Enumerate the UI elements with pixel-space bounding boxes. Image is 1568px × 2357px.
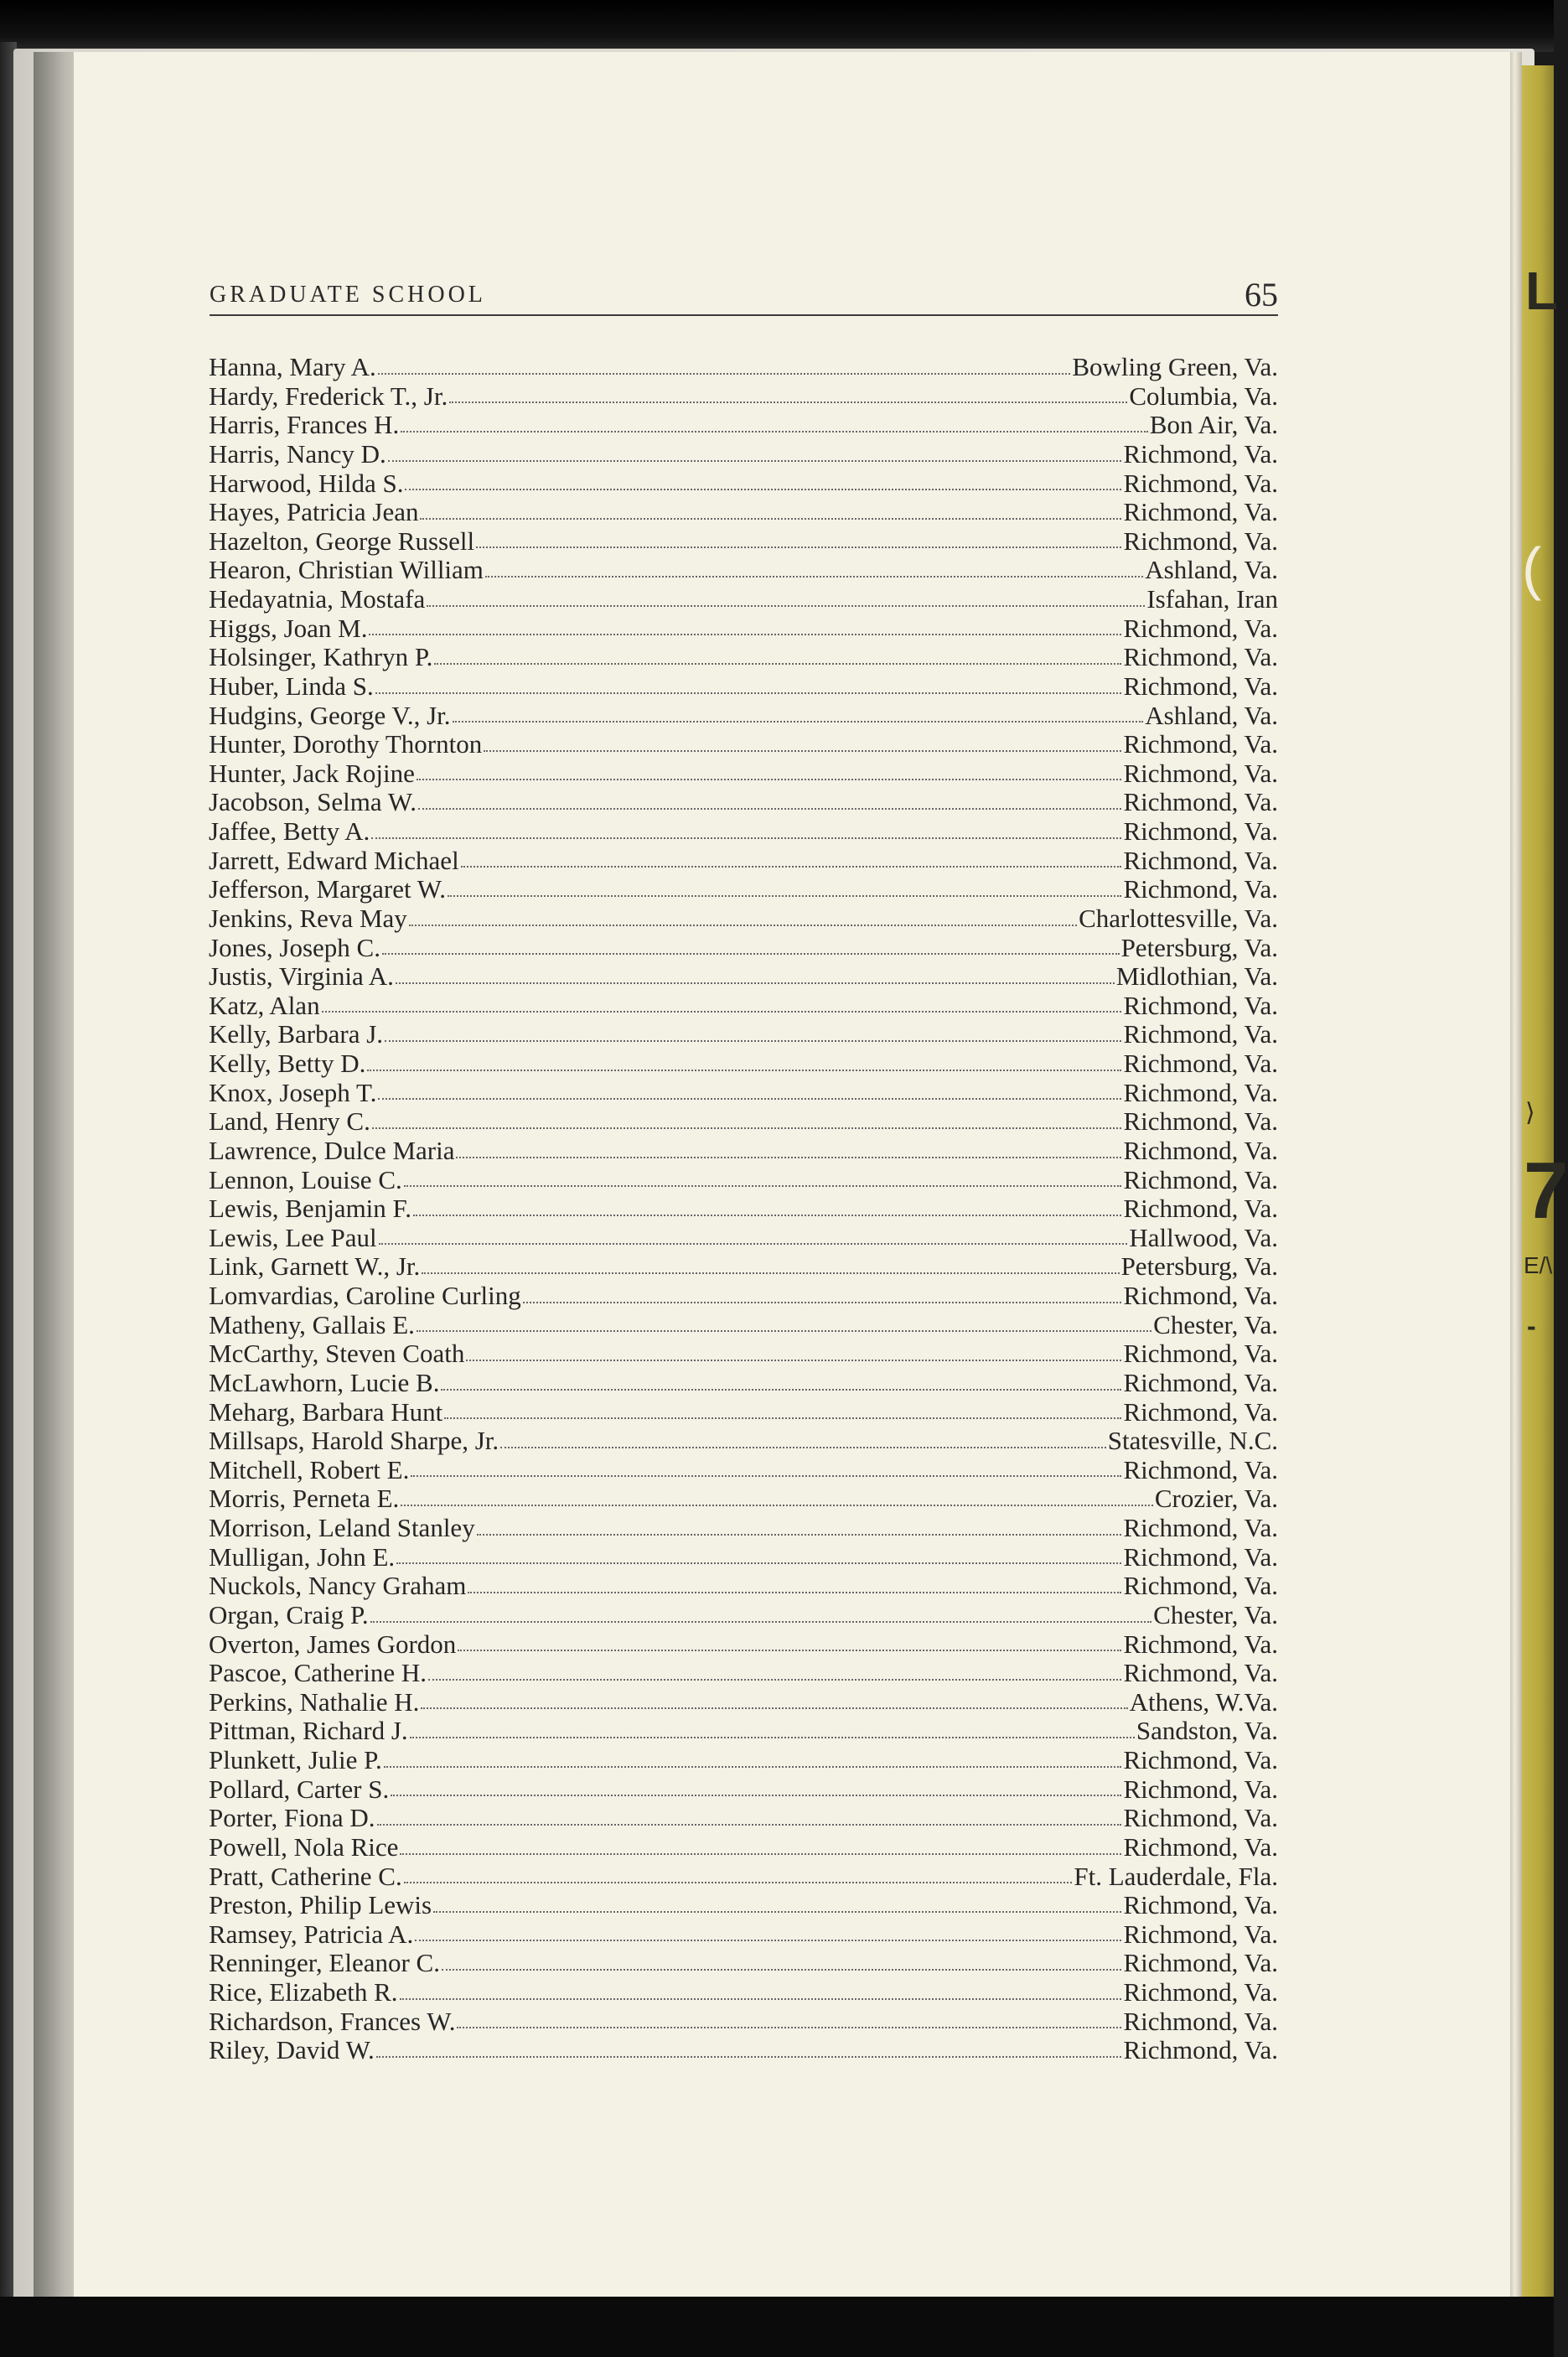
dot-leader [411,1475,1121,1477]
directory-entry [209,1774,1278,1804]
dot-leader [422,1272,1119,1274]
entry-place: Richmond, Va. [1123,1367,1278,1397]
dot-leader [477,1534,1122,1536]
running-header [210,275,1278,317]
entry-place: Richmond, Va. [1123,1135,1278,1165]
directory-entry [209,410,1278,439]
directory-entry [209,1106,1278,1136]
dot-leader [379,1243,1128,1245]
adjacent-page-fragment: ⟩ [1525,1099,1535,1127]
dot-leader [410,1737,1135,1738]
dot-leader [476,547,1121,548]
adjacent-page-fragment: ( [1522,536,1542,601]
entry-name: Lawrence, Dulce Maria [209,1135,455,1165]
dot-leader [433,1911,1121,1913]
entry-place: Chester, Va. [1153,1599,1278,1629]
entry-place: Ft. Lauderdale, Fla. [1074,1861,1278,1891]
entry-place: Richmond, Va. [1123,1919,1278,1949]
directory-entry [209,1165,1278,1194]
directory-entry [209,1136,1278,1165]
entry-place: Richmond, Va. [1123,787,1278,817]
dot-leader [449,401,1127,403]
dot-leader [457,2027,1121,2028]
entry-place: Statesville, N.C. [1107,1426,1278,1456]
entry-name: Knox, Joseph T. [209,1077,377,1107]
entry-place: Athens, W.Va. [1129,1686,1278,1717]
directory-entry [209,846,1278,875]
adjacent-page-fragment: - [1527,1311,1536,1341]
entry-place: Richmond, Va. [1123,845,1278,875]
entry-name: Lewis, Lee Paul [209,1222,377,1252]
entry-name: Perkins, Nathalie H. [209,1686,420,1717]
entry-name: Morrison, Leland Stanley [209,1513,475,1542]
entry-place: Richmond, Va. [1123,468,1278,498]
header-rule [210,314,1278,316]
directory-entry [209,1019,1278,1049]
entry-place: Richmond, Va. [1123,874,1278,904]
entry-name: Nuckols, Nancy Graham [209,1571,467,1601]
directory-entry [209,352,1278,381]
entry-place: Crozier, Va. [1154,1484,1278,1514]
dot-leader [404,1882,1073,1883]
entry-name: Porter, Fiona D. [209,1803,375,1833]
directory-entry [209,1078,1278,1107]
entry-place: Richmond, Va. [1123,1339,1278,1369]
directory-entry [209,469,1278,498]
dot-leader [420,518,1121,520]
directory-entry [209,1542,1278,1572]
dot-leader [385,1040,1121,1042]
directory-entry [209,497,1278,526]
section-title: GRADUATE SCHOOL [210,282,486,308]
entry-place: Richmond, Va. [1123,1396,1278,1427]
directory-entry [209,1658,1278,1687]
entry-name: Organ, Craig P. [209,1599,369,1629]
entry-name: Link, Garnett W., Jr. [209,1251,421,1282]
dot-leader [434,663,1121,665]
entry-place: Richmond, Va. [1123,1803,1278,1833]
directory-entry [209,1977,1278,2007]
entry-place: Richmond, Va. [1123,1454,1278,1484]
directory-entry [209,1803,1278,1832]
dot-leader [375,692,1122,694]
entry-place: Bowling Green, Va. [1072,352,1278,381]
directory-entry [209,1948,1278,1977]
entry-place: Ashland, Va. [1145,555,1278,585]
entry-name: Lennon, Louise C. [209,1164,402,1194]
dot-leader [400,1853,1121,1855]
directory-entry [209,1281,1278,1310]
directory-entry [209,1919,1278,1949]
dot-leader [444,1417,1121,1419]
scan-border-bottom [0,2297,1554,2357]
entry-place: Richmond, Va. [1123,613,1278,643]
directory-entry [209,526,1278,556]
entry-place: Richmond, Va. [1123,1049,1278,1078]
directory-entry [209,991,1278,1020]
dot-leader [377,1824,1122,1826]
dot-leader [370,1621,1152,1623]
dot-leader [485,576,1143,578]
dot-leader [448,895,1121,897]
entry-name: Lomvardias, Caroline Curling [209,1281,521,1310]
directory-entry [209,1397,1278,1427]
dot-leader [453,721,1144,723]
entry-name: Hanna, Mary A. [209,352,376,381]
dot-leader [417,779,1122,780]
entry-name: Mulligan, John E. [209,1541,396,1572]
page-edge [1510,52,1522,2297]
entry-place: Columbia, Va. [1129,381,1278,411]
entry-place: Hallwood, Va. [1129,1222,1278,1252]
dot-leader [461,866,1122,868]
entry-name: Jacobson, Selma W. [209,787,417,817]
adjacent-page-fragment: E/\ [1524,1252,1553,1278]
entry-name: Powell, Nola Rice [209,1831,399,1862]
directory-entry [209,787,1278,816]
entry-place: Richmond, Va. [1123,1019,1278,1049]
entry-name: Hunter, Dorothy Thornton [209,729,483,759]
entry-name: Plunkett, Julie P. [209,1745,382,1774]
entry-name: Huber, Linda S. [209,671,374,701]
dot-leader [396,1562,1121,1564]
entry-place: Petersburg, Va. [1120,1251,1278,1282]
entry-name: Higgs, Joan M. [209,613,368,643]
entry-name: Kelly, Barbara J. [209,1019,384,1049]
directory-list [209,352,1278,2064]
entry-name: Justis, Virginia A. [209,961,394,992]
dot-leader [371,837,1121,839]
adjacent-page-strip [1522,65,1568,2297]
dot-leader [442,1969,1121,1971]
entry-name: Riley, David W. [209,2035,375,2065]
directory-entry [209,1426,1278,1455]
entry-name: Holsinger, Kathryn P. [209,642,433,672]
entry-place: Isfahan, Iran [1146,584,1278,614]
dot-leader [369,634,1121,635]
directory-entry [209,555,1278,584]
directory-entry [209,1629,1278,1659]
entry-name: Jones, Joseph C. [209,932,380,962]
entry-name: Lewis, Benjamin F. [209,1194,412,1224]
directory-entry [209,961,1278,991]
directory-entry [209,1687,1278,1717]
entry-name: Pratt, Catherine C. [209,1861,402,1891]
entry-place: Richmond, Va. [1123,990,1278,1020]
entry-place: Richmond, Va. [1123,526,1278,556]
entry-name: Pittman, Richard J. [209,1716,408,1746]
directory-entry [209,1194,1278,1223]
entry-place: Richmond, Va. [1123,2035,1278,2065]
entry-name: Hudgins, George V., Jr. [209,700,451,730]
entry-name: McLawhorn, Lucie B. [209,1367,440,1397]
entry-place: Richmond, Va. [1123,1513,1278,1542]
entry-place: Sandston, Va. [1136,1716,1278,1746]
entry-place: Bon Air, Va. [1149,410,1278,440]
entry-place: Richmond, Va. [1123,438,1278,469]
dot-leader [500,1447,1106,1448]
directory-entry [209,1513,1278,1542]
dot-leader [396,982,1115,984]
entry-place: Richmond, Va. [1123,1281,1278,1310]
directory-entry [209,816,1278,846]
entry-place: Richmond, Va. [1123,1977,1278,2007]
dot-leader [382,953,1120,955]
entry-name: Pollard, Carter S. [209,1774,390,1804]
directory-entry [209,729,1278,759]
directory-entry [209,1251,1278,1281]
entry-place: Richmond, Va. [1123,671,1278,701]
adjacent-page-fragment: L [1525,261,1559,321]
entry-place: Chester, Va. [1153,1309,1278,1339]
entry-name: Land, Henry C. [209,1106,370,1137]
dot-leader [372,1127,1122,1129]
dot-leader [458,1650,1121,1651]
directory-entry [209,584,1278,614]
directory-entry [209,1862,1278,1891]
entry-name: Jenkins, Reva May [209,903,407,933]
dot-leader [378,1098,1121,1100]
dot-leader [376,2056,1122,2058]
entry-place: Richmond, Va. [1123,1831,1278,1862]
entry-place: Richmond, Va. [1123,1571,1278,1601]
adjacent-page-fragment: 7 [1524,1146,1568,1235]
entry-place: Richmond, Va. [1123,1948,1278,1978]
entry-place: Richmond, Va. [1123,758,1278,788]
entry-name: Mitchell, Robert E. [209,1454,410,1484]
entry-place: Charlottesville, Va. [1079,903,1278,933]
entry-name: Rice, Elizabeth R. [209,1977,398,2007]
dot-leader [523,1302,1122,1303]
dot-leader [468,1592,1121,1593]
entry-name: Renninger, Eleanor C. [209,1948,440,1978]
directory-entry [209,1339,1278,1368]
dot-leader [415,1940,1121,1941]
entry-name: Jaffee, Betty A. [209,816,370,846]
directory-entry [209,381,1278,411]
directory-entry [209,1571,1278,1600]
dot-leader [417,1330,1151,1332]
dot-leader [409,925,1077,926]
entry-name: Harwood, Hilda S. [209,468,404,498]
dot-leader [484,750,1121,752]
entry-name: Jefferson, Margaret W. [209,874,446,904]
entry-name: Meharg, Barbara Hunt [209,1396,443,1427]
directory-entry [209,1600,1278,1629]
entry-place: Richmond, Va. [1123,816,1278,846]
dot-leader [404,1185,1122,1187]
dot-leader [401,431,1148,433]
dot-leader [378,373,1071,375]
directory-entry [209,1716,1278,1745]
entry-place: Richmond, Va. [1123,497,1278,527]
directory-entry [209,671,1278,701]
entry-name: Matheny, Gallais E. [209,1309,415,1339]
entry-name: Hearon, Christian William [209,555,484,585]
entry-name: Harris, Frances H. [209,410,400,440]
directory-entry [209,2035,1278,2064]
dot-leader [427,605,1145,607]
dot-leader [400,1998,1122,2000]
directory-entry [209,701,1278,730]
entry-place: Richmond, Va. [1123,1890,1278,1920]
entry-place: Ashland, Va. [1145,700,1278,730]
directory-entry [209,1223,1278,1252]
entry-place: Richmond, Va. [1123,1194,1278,1224]
page-number: 65 [1245,276,1278,313]
directory-entry [209,1832,1278,1862]
entry-place: Richmond, Va. [1123,1077,1278,1107]
entry-name: McCarthy, Steven Coath [209,1339,465,1369]
dot-leader [405,489,1121,490]
entry-name: Kelly, Betty D. [209,1049,366,1078]
directory-entry [209,1484,1278,1513]
directory-entry [209,759,1278,788]
dot-leader [401,1505,1153,1506]
directory-entry [209,933,1278,962]
scan-border-top [0,0,1554,52]
dot-leader [466,1360,1121,1361]
entry-name: Hazelton, George Russell [209,526,475,556]
directory-entry [209,1049,1278,1078]
dot-leader [388,460,1122,462]
entry-name: Morris, Perneta E. [209,1484,400,1514]
dot-leader [418,808,1121,810]
entry-name: Preston, Philip Lewis [209,1890,432,1920]
directory-entry [209,2007,1278,2036]
entry-place: Richmond, Va. [1123,1106,1278,1137]
entry-name: Richardson, Frances W. [209,2006,456,2036]
entry-place: Richmond, Va. [1123,642,1278,672]
entry-name: Pascoe, Catherine H. [209,1658,427,1688]
entry-name: Hedayatnia, Mostafa [209,584,426,614]
entry-place: Richmond, Va. [1123,729,1278,759]
dot-leader [384,1766,1122,1768]
entry-place: Richmond, Va. [1123,1658,1278,1688]
directory-entry [209,439,1278,469]
entry-place: Richmond, Va. [1123,1774,1278,1804]
directory-entry [209,1745,1278,1774]
entry-name: Ramsey, Patricia A. [209,1919,414,1949]
directory-entry [209,904,1278,933]
dot-leader [428,1679,1121,1681]
entry-name: Jarrett, Edward Michael [209,845,459,875]
directory-entry [209,1368,1278,1397]
entry-name: Overton, James Gordon [209,1629,457,1659]
dot-leader [367,1070,1121,1071]
entry-name: Harris, Nancy D. [209,438,386,469]
directory-entry [209,614,1278,643]
directory-entry [209,642,1278,671]
directory-entry [209,1310,1278,1339]
entry-name: Millsaps, Harold Sharpe, Jr. [209,1426,499,1456]
entry-place: Richmond, Va. [1123,1164,1278,1194]
entry-place: Richmond, Va. [1123,1629,1278,1659]
dot-leader [391,1795,1121,1796]
dot-leader [441,1389,1121,1391]
entry-place: Richmond, Va. [1123,2006,1278,2036]
entry-place: Midlothian, Va. [1115,961,1278,992]
entry-name: Hayes, Patricia Jean [209,497,419,527]
directory-entry [209,1455,1278,1484]
directory-entry [209,874,1278,904]
dot-leader [421,1707,1127,1709]
directory-entry [209,1890,1278,1919]
entry-name: Hardy, Frederick T., Jr. [209,381,448,411]
entry-place: Richmond, Va. [1123,1745,1278,1774]
entry-place: Richmond, Va. [1123,1541,1278,1572]
entry-name: Katz, Alan [209,990,320,1020]
dot-leader [322,1011,1122,1013]
dot-leader [456,1157,1121,1158]
dot-leader [413,1215,1121,1216]
entry-place: Petersburg, Va. [1120,932,1278,962]
entry-name: Hunter, Jack Rojine [209,758,415,788]
